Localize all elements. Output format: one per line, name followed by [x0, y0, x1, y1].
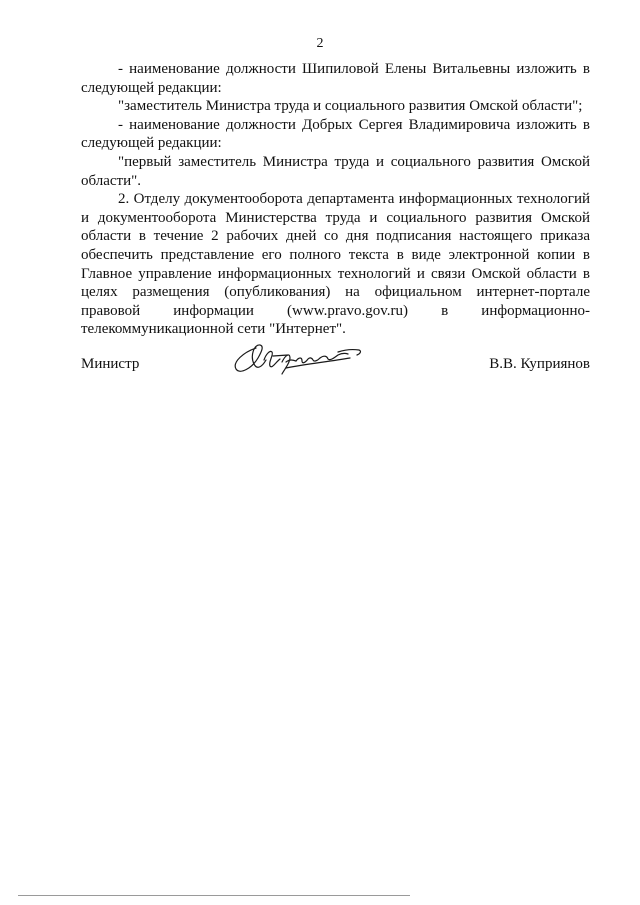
- signatory-name: В.В. Куприянов: [489, 356, 590, 372]
- paragraph: - наименование должности Добрых Сергея Владимировича изложить в следующей редакции:: [81, 116, 590, 152]
- scan-edge-line: [18, 895, 410, 896]
- signatory-title: Министр: [81, 356, 140, 372]
- paragraph: "первый заместитель Министра труда и социального развития Омской области".: [81, 153, 590, 189]
- paragraph: "заместитель Министра труда и социального развития Омской области";: [118, 98, 583, 115]
- page-number: 2: [316, 36, 324, 51]
- paragraph: - наименование должности Шипиловой Елены Витальевны изложить в следующей редакции:: [81, 61, 590, 96]
- handwritten-signature: [226, 340, 376, 376]
- document-body: [81, 60, 590, 339]
- paragraph: 2. Отделу документооборота департамента информационных технологий и документооборота Министерства труда и социального развития Омской области в течение 2 рабочих дней со дня подписания настоящего приказа обеспечить представление его полного текста в виде электронной копии в Главное управление информационных технологий и связи Омской области в целях размещения (опубликования) на официальном интернет-портале правовой информации (www.pravo.gov.ru) в информационно-телекоммуникационной сети "Интернет".: [81, 191, 590, 338]
- signature-block: [81, 340, 590, 380]
